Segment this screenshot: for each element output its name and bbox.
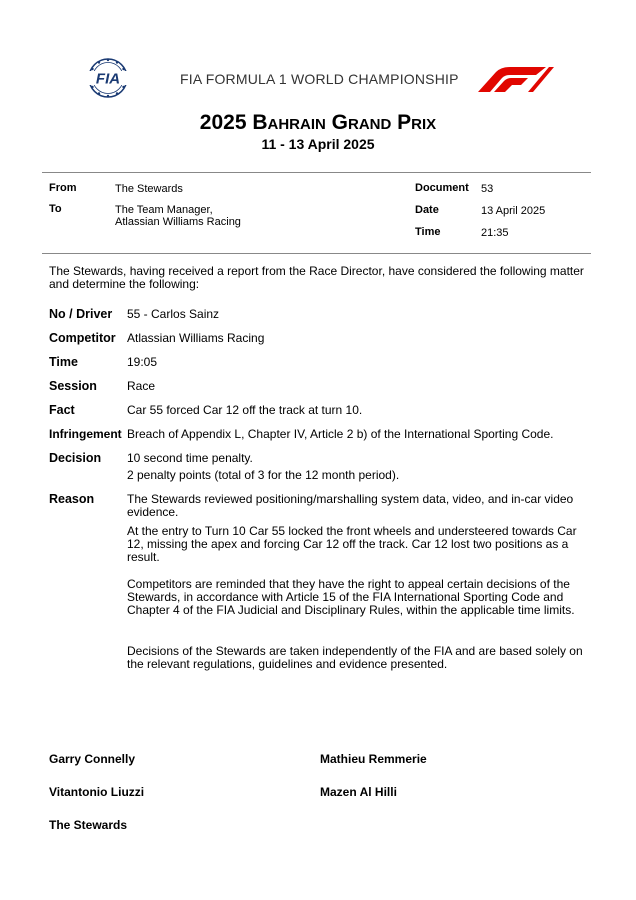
f1-logo: [476, 66, 554, 92]
competitor-label: Competitor: [49, 331, 116, 345]
decision-line2: 2 penalty points (total of 3 for the 12 month period).: [127, 468, 400, 482]
fia-logo: [80, 58, 136, 98]
to-value-line2: Atlassian Williams Racing: [115, 216, 241, 228]
from-label: From: [49, 182, 77, 194]
time-label: Time: [415, 226, 441, 238]
fact-value: Car 55 forced Car 12 off the track at turn 10.: [127, 403, 363, 417]
divider-top: [42, 172, 591, 173]
driver-value: 55 - Carlos Sainz: [127, 307, 220, 321]
competitor-value: Atlassian Williams Racing: [127, 331, 265, 345]
date-value: 13 April 2025: [481, 205, 546, 217]
steward-name-1: Garry Connelly: [49, 752, 136, 766]
fia-logo-text: FIA: [95, 70, 121, 88]
document-label: Document: [415, 182, 469, 194]
time-row-label: Time: [49, 355, 78, 369]
time-value: 21:35: [481, 227, 509, 239]
from-value: The Stewards: [115, 183, 183, 195]
decision-label: Decision: [49, 451, 102, 465]
infringement-label: Infringement: [49, 427, 122, 441]
date-label: Date: [415, 204, 439, 216]
event-dates: 11 - 13 April 2025: [261, 136, 375, 152]
championship-title: FIA FORMULA 1 WORLD CHAMPIONSHIP: [180, 71, 459, 87]
reason-paragraph-1: The Stewards reviewed positioning/marshalling system data, video, and in-car video evidence.: [127, 492, 574, 519]
intro-paragraph: The Stewards, having received a report from the Race Director, have considered the following matter and determine the following:: [49, 264, 584, 291]
reason-label: Reason: [49, 492, 95, 506]
fact-label: Fact: [49, 403, 75, 417]
driver-label: No / Driver: [49, 307, 113, 321]
divider-bottom: [42, 253, 591, 254]
steward-name-4: Mazen Al Hilli: [320, 785, 397, 799]
decision-line1: 10 second time penalty.: [127, 451, 253, 465]
reason-paragraph-2: At the entry to Turn 10 Car 55 locked the front wheels and understeered towards Car 12, missing the apex and forcing Car 12 off the track. Car 12 lost two positions as a result.: [127, 524, 577, 564]
steward-name-3: Vitantonio Liuzzi: [49, 785, 145, 799]
reason-paragraph-3: Competitors are reminded that they have the right to appeal certain decisions of the Stewards, in accordance with Article 15 of the FIA International Sporting Code and Chapter 4 of the FIA Judicial and Disciplinary Rules, within the applicable time limits.: [127, 577, 575, 617]
infringement-value: Breach of Appendix L, Chapter IV, Article 2 b) of the International Sporting Code.: [127, 427, 554, 441]
to-label: To: [49, 203, 62, 215]
document-value: 53: [481, 183, 494, 195]
reason-paragraph-4: Decisions of the Stewards are taken independently of the FIA and are based solely on the relevant regulations, guidelines and evidence presented.: [127, 644, 583, 671]
session-value: Race: [127, 379, 156, 393]
time-row-value: 19:05: [127, 355, 158, 369]
session-label: Session: [49, 379, 97, 393]
steward-name-2: Mathieu Remmerie: [320, 752, 427, 766]
stewards-footer: The Stewards: [49, 818, 128, 832]
to-value-line1: The Team Manager,: [115, 204, 213, 216]
grand-prix-title: [0, 111, 636, 135]
grand-prix-title-text: 2025 Bahrain Grand Prix: [199, 111, 437, 134]
